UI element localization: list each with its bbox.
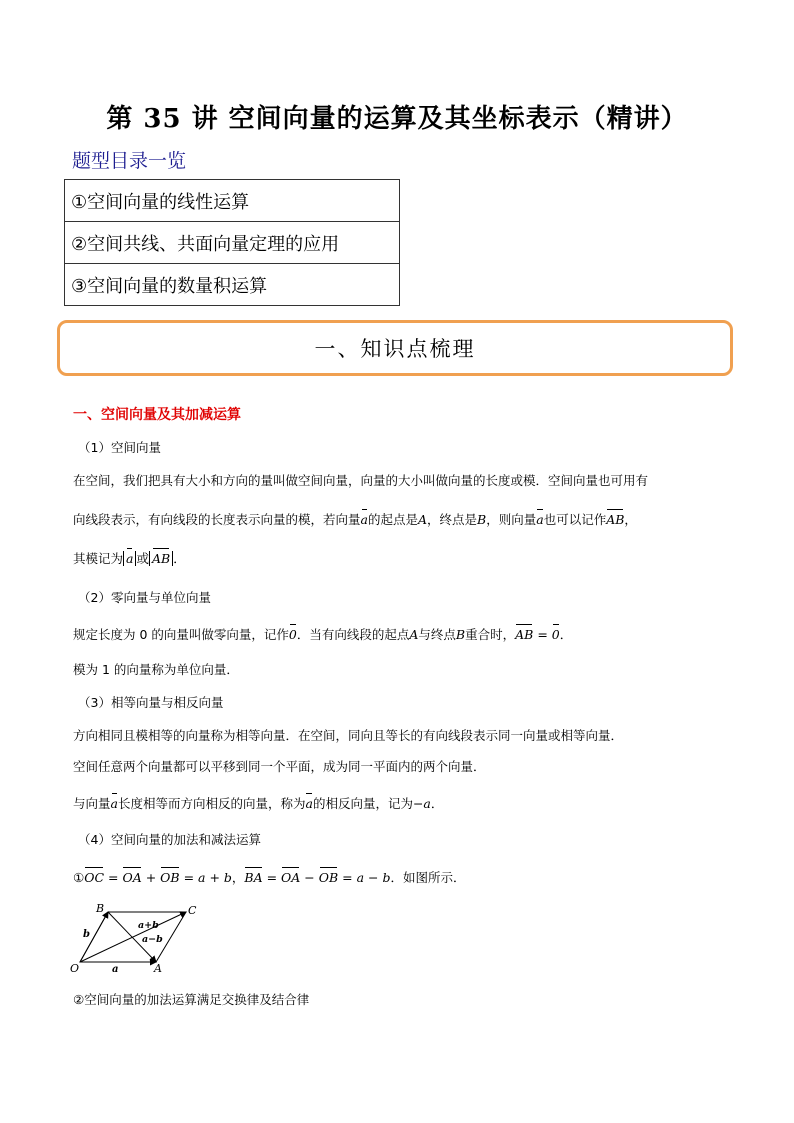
paragraph-2-line-1: 规定长度为 0 的向量叫做零向量，记作0．当有向线段的起点A与终点B重合时，AB = 0． <box>73 627 573 642</box>
parallelogram-diagram <box>70 904 210 976</box>
label-a: a <box>112 964 119 975</box>
label-C: C <box>188 904 197 917</box>
label-B: B <box>96 904 105 915</box>
toc-item-1[interactable]: ①空间向量的线性运算 <box>65 180 400 222</box>
vector-AB: AB <box>606 512 625 527</box>
label-a-minus-b: a−b <box>142 934 163 945</box>
toc-heading: 题型目录一览 <box>72 150 187 172</box>
sub-heading-4: （4）空间向量的加法和减法运算 <box>78 832 261 847</box>
toc-table <box>64 179 400 306</box>
paragraph-1-line-1: 在空间，我们把具有大小和方向的量叫做空间向量，向量的大小叫做向量的长度或模．空间向量也可用有 <box>73 473 649 488</box>
sub-heading-3: （3）相等向量与相反向量 <box>78 695 224 710</box>
zero-vector: 0 <box>288 627 297 642</box>
page-title: 第 35 讲 空间向量的运算及其坐标表示（精讲） <box>106 104 688 134</box>
paragraph-2-line-2: 模为 1 的向量称为单位向量． <box>73 662 239 677</box>
paragraph-3-line-3: 与向量a长度相等而方向相反的向量，称为a的相反向量，记为−a． <box>73 796 444 811</box>
paragraph-1-line-2: 向线段表示，有向线段的长度表示向量的模，若向量a的起点是A，终点是B，则向量a也可以记作AB， <box>73 512 637 527</box>
label-b: b <box>83 929 90 940</box>
paragraph-1-line-3: 其模记为 a 或 AB ． <box>73 551 186 566</box>
section-banner <box>57 320 733 376</box>
toc-item-2[interactable]: ②空间共线、共面向量定理的应用 <box>65 222 400 264</box>
label-O: O <box>70 962 80 975</box>
vector-a-plus-b-arrow <box>80 912 186 962</box>
toc-item-3[interactable]: ③空间向量的数量积运算 <box>65 264 400 306</box>
label-a-plus-b: a+b <box>138 920 159 931</box>
addition-laws: ②空间向量的加法运算满足交换律及结合律 <box>73 992 310 1007</box>
section-title: 一、知识点梳理 <box>314 337 476 361</box>
heading-vector-ops: 一、空间向量及其加减运算 <box>73 407 241 423</box>
sub-heading-2: （2）零向量与单位向量 <box>78 590 211 605</box>
sub-heading-1: （1）空间向量 <box>78 440 161 455</box>
paragraph-3-line-2: 空间任意两个向量都可以平移到同一个平面，成为同一平面内的两个向量． <box>73 759 486 774</box>
paragraph-3-line-1: 方向相同且模相等的向量称为相等向量．在空间，同向且等长的有向线段表示同一向量或相等向量． <box>73 728 624 743</box>
vector-a: a <box>360 512 368 527</box>
addition-formula: ①OC = OA + OB = a + b，BA = OA − OB = a − b．如图所示． <box>73 870 466 885</box>
label-A: A <box>154 962 162 975</box>
